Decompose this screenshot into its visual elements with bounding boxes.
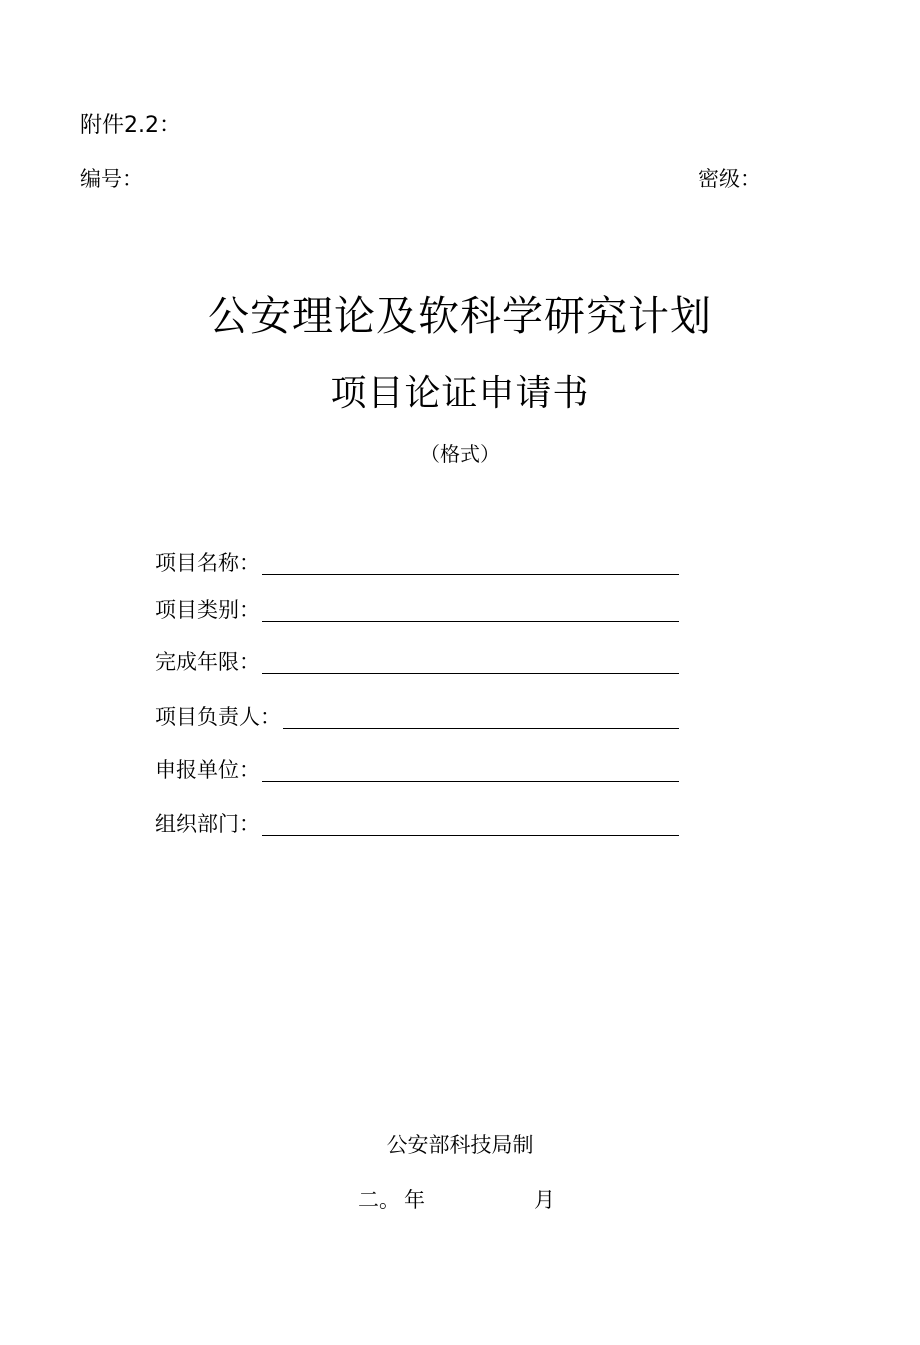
field-organizing-department [155, 802, 679, 836]
field-project-category [155, 588, 679, 622]
organizing-department-blank[interactable] [262, 811, 679, 836]
format-note: （格式） [420, 442, 500, 466]
year-label: 年 [404, 1188, 425, 1212]
document-subtitle: 项目论证申请书 [330, 373, 590, 414]
serial-number-label: 编号： [80, 167, 143, 191]
security-level-label: 密级： [698, 167, 761, 191]
field-label: 完成年限： [155, 650, 260, 674]
field-applicant-unit [155, 748, 679, 782]
project-leader-blank[interactable] [283, 704, 679, 729]
field-project-leader [155, 695, 679, 729]
field-label: 申报单位： [155, 758, 260, 782]
field-label: 项目类别： [155, 598, 260, 622]
applicant-unit-blank[interactable] [262, 757, 679, 782]
field-label: 项目负责人： [155, 705, 281, 729]
document-title: 公安理论及软科学研究计划 [208, 292, 712, 340]
month-label: 月 [534, 1188, 555, 1212]
project-category-blank[interactable] [262, 597, 679, 622]
field-label: 组织部门： [155, 812, 260, 836]
date-prefix: 二。 [358, 1188, 400, 1212]
field-project-name [155, 541, 679, 575]
completion-period-blank[interactable] [262, 649, 679, 674]
issuer-label: 公安部科技局制 [386, 1133, 534, 1157]
project-name-blank[interactable] [262, 550, 679, 575]
attachment-label: 附件2.2： [80, 113, 181, 138]
field-label: 项目名称： [155, 551, 260, 575]
field-completion-period [155, 640, 679, 674]
